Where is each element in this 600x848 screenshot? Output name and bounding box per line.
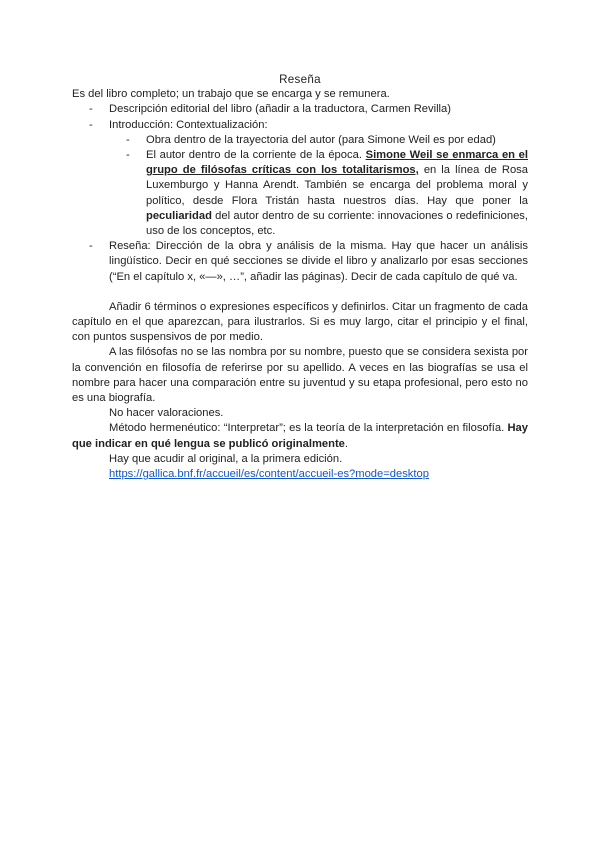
bold-underlined-text: Simone Weil se enmarca en el grupo de filósofas críticas con los totalitarismos, (146, 149, 529, 177)
main-list (72, 102, 528, 284)
bold-text: Hay que indicar en qué lengua se publicó originalmente (72, 422, 528, 450)
paragraph: Hay que acudir al original, a la primera edición. (109, 452, 343, 465)
dash-bullet: - (126, 133, 130, 146)
list-item-text: Reseña: Dirección de la obra y análisis de la misma. Hay que hacer un análisis lingüístico. Decir en qué secciones se divide el libro y analizarlo por esas secciones (“En el capítulo x, «—», …”, añadir las páginas). Decir de cada capítulo de qué va. (109, 240, 528, 283)
list-item (72, 239, 528, 285)
paragraph: Añadir 6 términos o expresiones específicos y definirlos. Citar un fragmento de cada capítulo en el que aparezcan, para ilustrarlos. Si es muy largo, citar el principio y el final, con puntos suspensivos de por medio. (72, 300, 528, 344)
document-page (72, 72, 528, 482)
dash-bullet: - (89, 103, 93, 116)
page-title: Reseña (279, 73, 321, 86)
sub-list-item (109, 148, 528, 239)
sub-item-text: del autor dentro de su corriente: innovaciones o redefiniciones, uso de los conceptos, etc. (146, 209, 528, 238)
dash-bullet: - (89, 240, 93, 253)
link-line (72, 467, 528, 482)
paragraph (72, 421, 528, 451)
spacer (72, 285, 528, 300)
dash-bullet: - (126, 149, 130, 162)
paragraph: No hacer valoraciones. (109, 407, 224, 420)
paragraph: A las filósofas no se las nombra por su nombre, puesto que se considera sexista por la convención en filosofía de referirse por su apellido. A veces en las biografías se usa el nombre para hacer una comparación entre su juventud y su etapa profesional, pero esto no es una biografía. (72, 346, 528, 405)
bold-text: peculiaridad (146, 209, 212, 222)
sub-list (109, 133, 528, 239)
list-item (72, 118, 528, 240)
sub-list-item (109, 133, 528, 148)
sub-item-text: Obra dentro de la trayectoria del autor (para Simone Weil es por edad) (146, 133, 496, 146)
paragraph-text: Método hermenéutico: “Interpretar”; es la teoría de la interpretación en filosofía. (109, 422, 508, 435)
sub-item-text: El autor dentro de la corriente de la época. (146, 149, 366, 162)
list-item-text: Descripción editorial del libro (añadir a la traductora, Carmen Revilla) (109, 103, 451, 116)
intro-line: Es del libro completo; un trabajo que se encarga y se remunera. (72, 88, 390, 101)
list-item-text: Introducción: Contextualización: (109, 118, 268, 131)
sub-item-text: en la línea de Rosa Luxemburgo y Hanna Arendt. También se encarga del problema moral y político, desde Flora Tristán hasta nuestros días. Hay que poner la (146, 164, 528, 207)
dash-bullet: - (89, 118, 93, 131)
paragraph-text: . (344, 437, 349, 450)
list-item (72, 102, 528, 117)
gallica-link[interactable]: https://gallica.bnf.fr/accueil/es/content/accueil-es?mode=desktop (109, 468, 429, 481)
